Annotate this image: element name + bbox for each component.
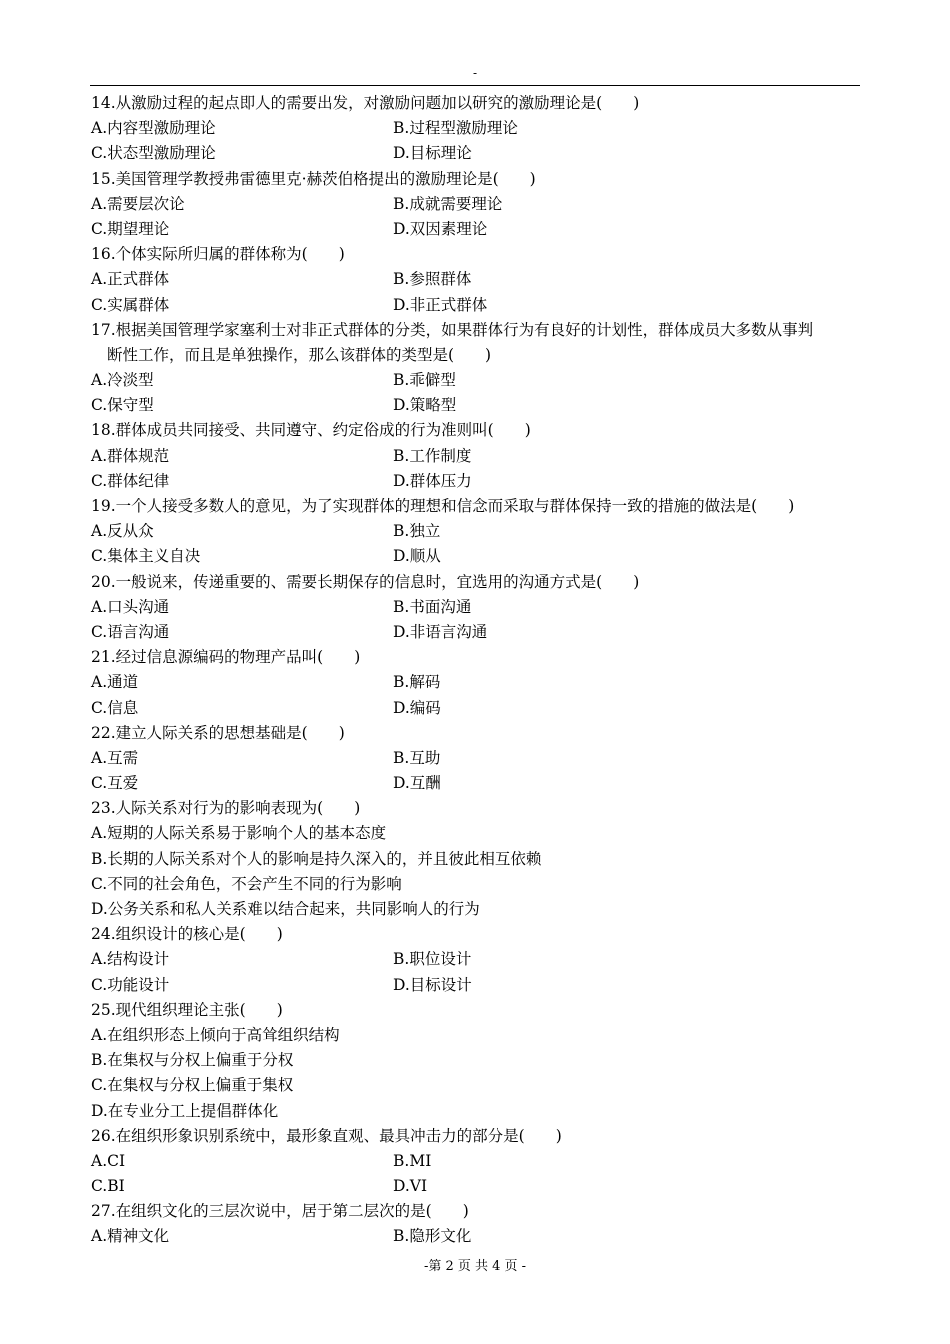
option-b: B.工作制度 xyxy=(393,446,472,465)
option-d: D.目标设计 xyxy=(393,975,472,994)
option-d: D.目标理论 xyxy=(393,144,472,163)
option-b: B.解码 xyxy=(393,673,441,692)
option-row xyxy=(91,116,861,141)
option-row xyxy=(91,670,861,695)
option-row xyxy=(91,444,861,469)
question-stem: 19.一个人接受多数人的意见，为了实现群体的理想和信念而采取与群体保持一致的措施的做法是( ) xyxy=(91,497,795,515)
option-row xyxy=(91,469,861,494)
option-b: B.过程型激励理论 xyxy=(393,119,518,138)
option-d: D.群体压力 xyxy=(393,471,472,490)
option-row xyxy=(91,217,861,242)
option-row xyxy=(91,1224,861,1249)
question-list xyxy=(91,91,861,1250)
option-row xyxy=(91,393,861,418)
question-stem: 26.在组织形象识别系统中，最形象直观、最具冲击力的部分是( ) xyxy=(91,1126,562,1145)
question-stem-continuation: 断性工作，而且是单独操作，那么该群体的类型是( ) xyxy=(107,345,492,364)
option-row xyxy=(91,141,861,166)
option-d: D.编码 xyxy=(393,698,441,717)
option-a: A.内容型激励理论 xyxy=(91,119,216,138)
option-row xyxy=(91,293,861,318)
question-stem: 18.群体成员共同接受、共同遵守、约定俗成的行为准则叫( ) xyxy=(91,421,531,440)
question-stem: 27.在组织文化的三层次说中，居于第二层次的是( ) xyxy=(91,1202,469,1221)
option-a: A.精神文化 xyxy=(91,1227,170,1246)
question-stem: 17.根据美国管理学家塞利士对非正式群体的分类，如果群体行为有良好的计划性，群体成员大多数从事判 xyxy=(91,320,814,339)
option-row xyxy=(91,267,861,292)
option-row xyxy=(91,595,861,620)
option-c: C.不同的社会角色，不会产生不同的行为影响 xyxy=(91,874,402,893)
option-c: C.状态型激励理论 xyxy=(91,144,216,163)
option-b: B.在集权与分权上偏重于分权 xyxy=(91,1051,294,1070)
option-d: D.VI xyxy=(393,1177,428,1196)
option-row xyxy=(91,947,861,972)
option-b: B.书面沟通 xyxy=(393,597,472,616)
option-d: D.顺从 xyxy=(393,547,441,566)
option-d: D.在专业分工上提倡群体化 xyxy=(91,1101,279,1120)
option-a: A.群体规范 xyxy=(91,446,170,465)
option-c: C.保守型 xyxy=(91,396,154,415)
option-d: D.策略型 xyxy=(393,396,457,415)
question-stem: 16.个体实际所归属的群体称为( ) xyxy=(91,245,345,264)
option-row xyxy=(91,973,861,998)
option-row xyxy=(91,1174,861,1199)
question-stem: 21.经过信息源编码的物理产品叫( ) xyxy=(91,648,361,667)
option-row xyxy=(91,368,861,393)
option-c: C.群体纪律 xyxy=(91,471,170,490)
option-c: C.在集权与分权上偏重于集权 xyxy=(91,1076,294,1095)
question-stem: 20.一般说来，传递重要的、需要长期保存的信息时，宜选用的沟通方式是( ) xyxy=(91,572,640,591)
option-d: D.非正式群体 xyxy=(393,295,488,314)
option-a: A.结构设计 xyxy=(91,950,170,969)
question-stem: 23.人际关系对行为的影响表现为( ) xyxy=(91,799,361,818)
option-b: B.MI xyxy=(393,1151,432,1170)
option-row xyxy=(91,519,861,544)
option-b: B.互助 xyxy=(393,748,441,767)
option-d: D.公务关系和私人关系难以结合起来，共同影响人的行为 xyxy=(91,900,480,918)
option-row xyxy=(91,1149,861,1174)
option-b: B.长期的人际关系对个人的影响是持久深入的，并且彼此相互依赖 xyxy=(91,849,542,868)
option-row xyxy=(91,771,861,796)
option-c: C.语言沟通 xyxy=(91,622,170,641)
question-stem: 24.组织设计的核心是( ) xyxy=(91,925,283,944)
option-d: D.非语言沟通 xyxy=(393,622,488,641)
option-b: B.成就需要理论 xyxy=(393,194,503,213)
header-rule xyxy=(90,85,860,86)
option-c: C.信息 xyxy=(91,698,139,717)
option-d: D.双因素理论 xyxy=(393,219,488,238)
option-a: A.反从众 xyxy=(91,522,154,541)
option-b: B.职位设计 xyxy=(393,950,472,969)
option-a: A.CI xyxy=(91,1151,126,1170)
option-a: A.在组织形态上倾向于高耸组织结构 xyxy=(91,1025,340,1044)
option-row xyxy=(91,544,861,569)
page-number-footer: -第 2 页 共 4 页 - xyxy=(423,1259,527,1274)
question-stem: 22.建立人际关系的思想基础是( ) xyxy=(91,723,345,742)
option-c: C.BI xyxy=(91,1177,125,1196)
option-a: A.通道 xyxy=(91,673,139,692)
option-d: D.互酬 xyxy=(393,774,441,793)
option-row xyxy=(91,620,861,645)
option-b: B.隐形文化 xyxy=(393,1227,472,1246)
option-b: B.乖僻型 xyxy=(393,371,456,390)
option-c: C.功能设计 xyxy=(91,975,170,994)
question-stem: 25.现代组织理论主张( ) xyxy=(91,1000,283,1019)
option-c: C.集体主义自决 xyxy=(91,547,201,566)
option-row xyxy=(91,696,861,721)
option-a: A.需要层次论 xyxy=(91,194,185,213)
question-stem: 15.美国管理学教授弗雷德里克·赫茨伯格提出的激励理论是( ) xyxy=(91,169,536,188)
option-a: A.冷淡型 xyxy=(91,371,154,390)
option-c: C.期望理论 xyxy=(91,219,170,238)
option-b: B.参照群体 xyxy=(393,270,472,289)
option-row xyxy=(91,746,861,771)
page-header-mark: - xyxy=(472,66,478,80)
question-stem: 14.从激励过程的起点即人的需要出发，对激励问题加以研究的激励理论是( ) xyxy=(91,94,640,112)
option-a: A.短期的人际关系易于影响个人的基本态度 xyxy=(91,824,387,843)
option-a: A.互需 xyxy=(91,748,139,767)
option-a: A.口头沟通 xyxy=(91,597,170,616)
option-c: C.互爱 xyxy=(91,774,139,793)
option-row xyxy=(91,192,861,217)
option-a: A.正式群体 xyxy=(91,270,170,289)
option-c: C.实属群体 xyxy=(91,295,170,314)
option-b: B.独立 xyxy=(393,522,441,541)
